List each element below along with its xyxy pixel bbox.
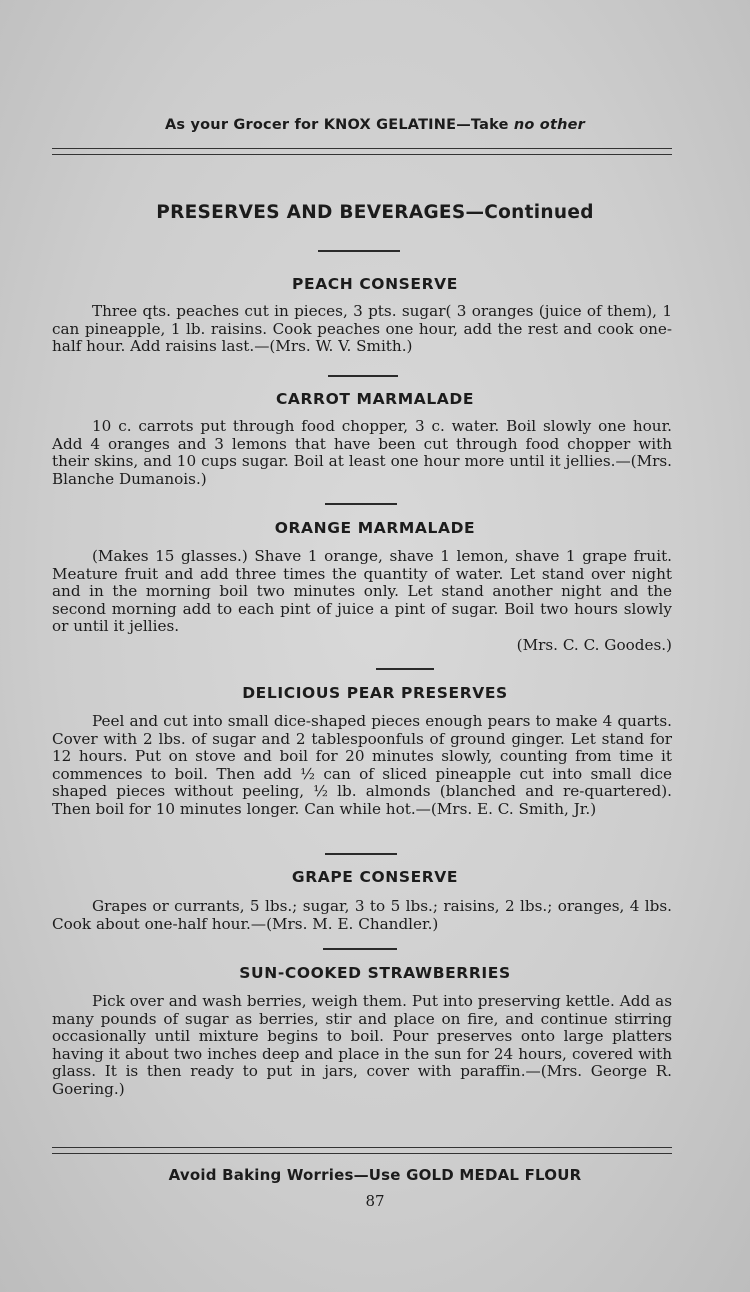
recipe-signature-orange-marmalade: (Mrs. C. C. Goodes.): [516, 636, 672, 654]
divider: [323, 948, 397, 950]
divider: [325, 853, 397, 855]
recipe-title-peach-conserve: PEACH CONSERVE: [292, 275, 458, 293]
divider: [376, 668, 434, 670]
header-banner: [0, 117, 750, 133]
recipe-text-sun-cooked-strawberries: Pick over and wash berries, weigh them. Put into preserving kettle. Add as many pounds of sugar as berries, stir and place on fire, and continue stirring occasionally until mixture begins to boil. Pour preserves onto large platters having it about two inches deep and place in the sun for 24 hours, covered with glass. It is then ready to put in jars, cover with paraffin.—(Mrs. George R. Goering.): [52, 992, 672, 1098]
recipe-text-grape-conserve: Grapes or currants, 5 lbs.; sugar, 3 to 5 lbs.; raisins, 2 lbs.; oranges, 4 lbs. Cook about one-half hour.—(Mrs. M. E. Chandler.): [52, 897, 672, 933]
page-number: 87: [365, 1192, 385, 1210]
header-banner-italic: no other: [513, 117, 585, 133]
recipe-title-orange-marmalade: ORANGE MARMALADE: [274, 519, 476, 537]
divider: [328, 375, 398, 377]
section-title: PRESERVES AND BEVERAGES—Continued: [156, 202, 594, 223]
header-banner-text: As your Grocer for KNOX GELATINE—Take: [164, 117, 514, 133]
recipe-text-orange-marmalade: (Makes 15 glasses.) Shave 1 orange, shave 1 lemon, shave 1 grape fruit. Meature fruit and add three times the quantity of water. Let stand over night and in the morning boil two minutes only. Let stand another night and the second morning add to each pint of juice a pint of sugar. Boil two hours slowly or until it jellies.: [52, 547, 672, 636]
footer-double-rule: [52, 1147, 672, 1154]
divider: [318, 250, 400, 252]
divider: [325, 503, 397, 505]
recipe-title-pear-preserves: DELICIOUS PEAR PRESERVES: [242, 684, 508, 702]
recipe-title-sun-cooked-strawberries: SUN-COOKED STRAWBERRIES: [239, 964, 511, 982]
footer-banner: Avoid Baking Worries—Use GOLD MEDAL FLOUR: [168, 1166, 582, 1184]
recipe-text-carrot-marmalade: 10 c. carrots put through food chopper, 3 c. water. Boil slowly one hour. Add 4 oranges and 3 lemons that have been cut through food chopper with their skins, and 10 cups sugar. Boil at least one hour more until it jellies.—(Mrs. Blanche Dumanois.): [52, 417, 672, 488]
recipe-text-pear-preserves: Peel and cut into small dice-shaped pieces enough pears to make 4 quarts. Cover with 2 lbs. of sugar and 2 tablespoonfuls of ground ginger. Let stand for 12 hours. Put on stove and boil for 20 minutes slowly, counting from time it commences to boil. Then add ½ can of sliced pineapple cut into small dice shaped pieces without peeling, ½ lb. almonds (blanched and re-quartered). Then boil for 10 minutes longer. Can while hot.—(Mrs. E. C. Smith, Jr.): [52, 712, 672, 818]
recipe-title-grape-conserve: GRAPE CONSERVE: [291, 868, 459, 886]
recipe-title-carrot-marmalade: CARROT MARMALADE: [275, 390, 475, 408]
recipe-text-peach-conserve: Three qts. peaches cut in pieces, 3 pts. sugar( 3 oranges (juice of them), 1 can pineapple, 1 lb. raisins. Cook peaches one hour, add the rest and cook one-half hour. Add raisins last.—(Mrs. W. V. Smith.): [52, 302, 672, 356]
header-double-rule: [52, 148, 672, 155]
